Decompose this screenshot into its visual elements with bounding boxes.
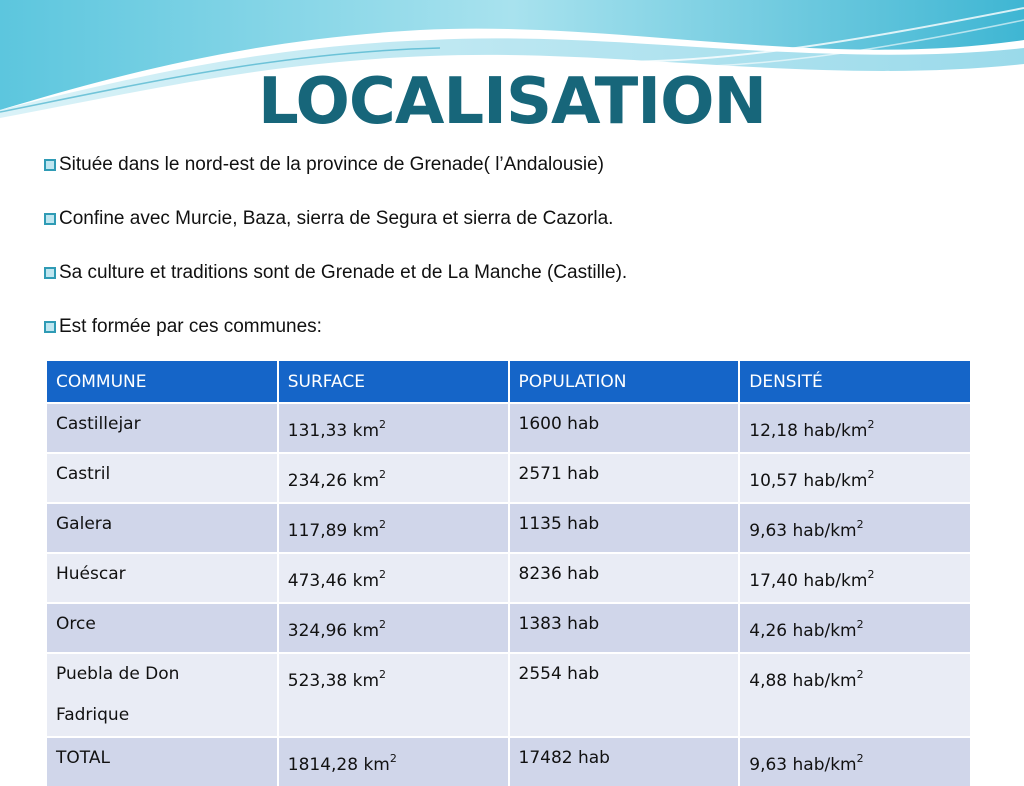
cell-surface: 473,46 $km^2$ [278,553,509,603]
cell-commune: Castillejar [47,403,278,453]
table-row [47,603,970,653]
cell-surface: 131,33 $km^2$ [278,403,509,453]
bullet-text: Est formée par ces communes: [59,316,322,337]
slide-title: LOCALISATION [257,65,767,139]
square-bullet-icon [44,159,56,171]
cell-commune: Orce [47,603,278,653]
cell-commune: Huéscar [47,553,278,603]
cell-commune: Puebla de Don Fadrique [47,653,278,737]
cell-commune: TOTAL [47,737,278,786]
cell-population: 1600 hab [509,403,740,453]
table-row [47,553,970,603]
table-row-total [47,737,970,786]
cell-densite: 4,88 hab/$km^2$ [739,653,970,737]
table-row [47,503,970,553]
cell-densite: 10,57 hab/$km^2$ [739,453,970,503]
cell-population: 17482 hab [509,737,740,786]
table-row [47,653,970,737]
header-densite: DENSITÉ [739,361,970,403]
header-population: POPULATION [509,361,740,403]
header-surface: SURFACE [278,361,509,403]
table-row [47,403,970,453]
square-bullet-icon [44,213,56,225]
cell-densite: 9,63 hab/$km^2$ [739,503,970,553]
table-header-row [47,361,970,403]
cell-population: 2554 hab [509,653,740,737]
cell-commune: Galera [47,503,278,553]
bullet-item [44,204,984,258]
cell-commune: Castril [47,453,278,503]
header-commune: COMMUNE [47,361,278,403]
cell-surface: 234,26 $km^2$ [278,453,509,503]
square-bullet-icon [44,321,56,333]
bullet-item [44,312,984,366]
cell-surface: 523,38 $km^2$ [278,653,509,737]
cell-densite: 9,63 hab/$km^2$ [739,737,970,786]
square-bullet-icon [44,267,56,279]
bullet-text: Située dans le nord-est de la province de Grenade( l’Andalousie) [59,154,604,175]
cell-densite: 4,26 hab/$km^2$ [739,603,970,653]
bullet-item [44,258,984,312]
cell-population: 1135 hab [509,503,740,553]
cell-population: 8236 hab [509,553,740,603]
cell-densite: 17,40 hab/$km^2$ [739,553,970,603]
table-row [47,453,970,503]
cell-population: 1383 hab [509,603,740,653]
bullet-list [44,150,984,366]
bullet-item [44,150,984,204]
cell-population: 2571 hab [509,453,740,503]
cell-densite: 12,18 hab/$km^2$ [739,403,970,453]
bullet-text: Confine avec Murcie, Baza, sierra de Segura et sierra de Cazorla. [59,208,614,229]
communes-table [47,361,970,786]
bullet-text: Sa culture et traditions sont de Grenade et de La Manche (Castille). [59,262,628,283]
cell-surface: 324,96 $km^2$ [278,603,509,653]
cell-surface: 117,89 $km^2$ [278,503,509,553]
cell-surface: 1814,28 $km^2$ [278,737,509,786]
